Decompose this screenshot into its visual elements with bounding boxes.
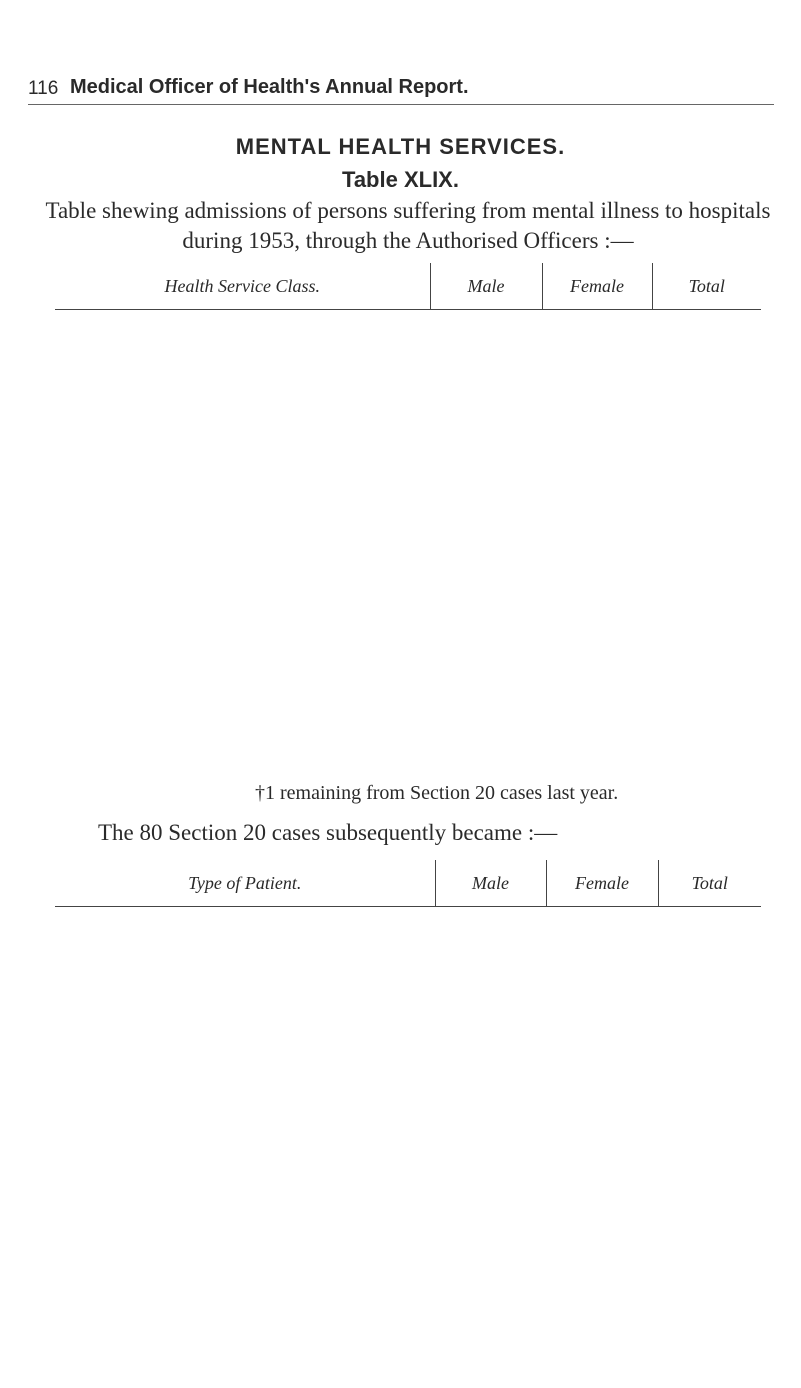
col-header-female: Female [546, 860, 658, 907]
col-header-total: Total [658, 860, 761, 907]
page-number: 116 [28, 78, 59, 99]
col-header-type: Type of Patient. [55, 860, 435, 907]
table-49b [55, 860, 761, 907]
col-header-class: Health Service Class. [55, 263, 430, 310]
page-header [28, 74, 774, 105]
section-title: MENTAL HEALTH SERVICES. [235, 134, 566, 159]
col-header-male: Male [435, 860, 546, 907]
table-49-intro: Table shewing admissions of persons suffering from mental illness to hospitals during 1953, through the Authorised Officers :— [45, 198, 771, 253]
col-header-female: Female [542, 263, 652, 310]
table-49-label: Table XLIX. [342, 167, 459, 192]
col-header-total: Total [652, 263, 761, 310]
table-49 [55, 263, 761, 310]
col-header-male: Male [430, 263, 542, 310]
table-49-footnote: †1 remaining from Section 20 cases last year. [255, 782, 619, 804]
table-49b-intro: The 80 Section 20 cases subsequently became :— [98, 820, 558, 845]
running-title: Medical Officer of Health's Annual Report. [70, 76, 469, 98]
